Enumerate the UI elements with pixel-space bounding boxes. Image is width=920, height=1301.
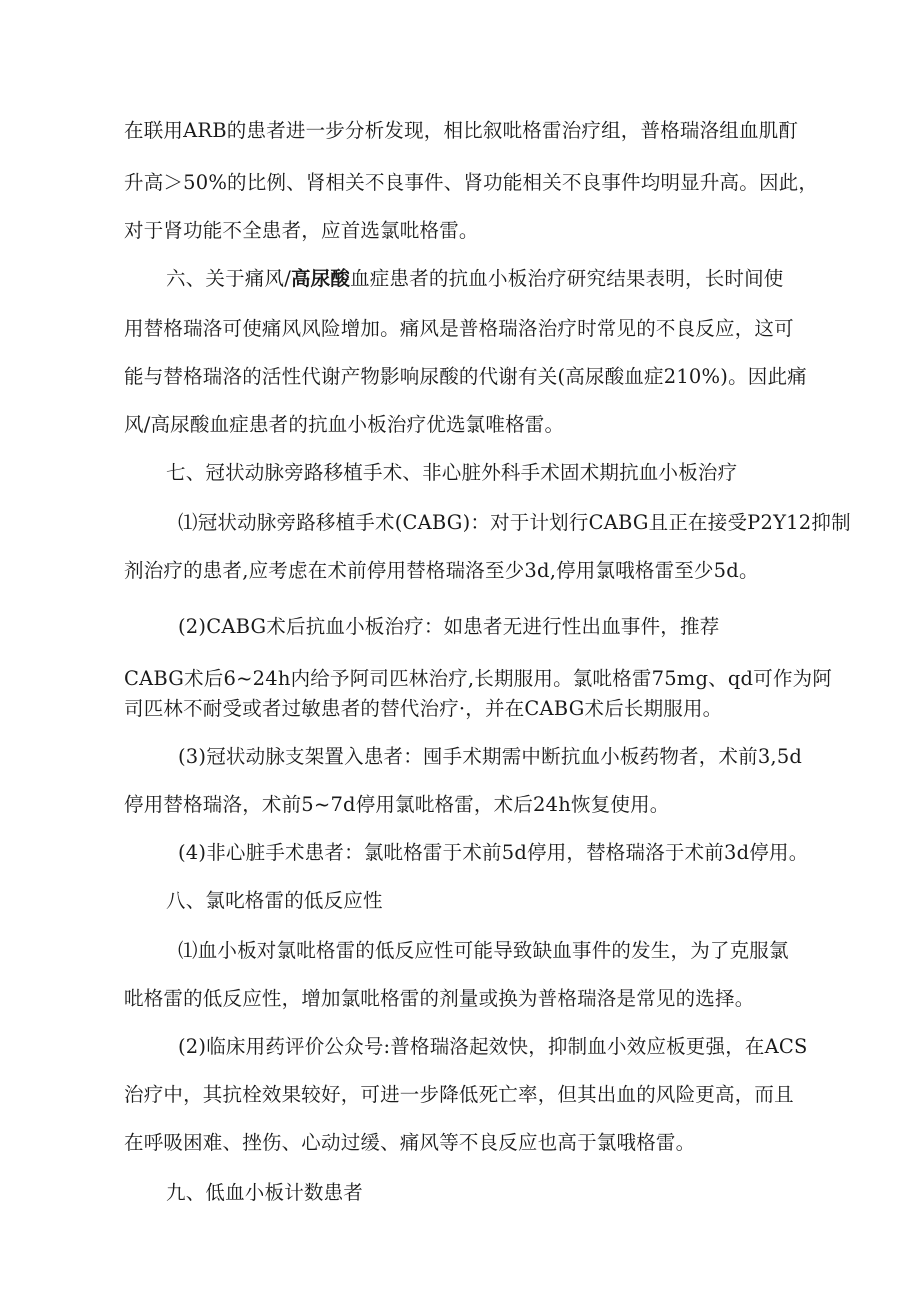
text-line-13: 司匹林不耐受或者过敏患者的替代治疗·，并在CABG术后长期服用。 <box>124 697 723 720</box>
text-line-3: 对于肾功能不全患者，应首选氯吡格雷。 <box>124 219 479 242</box>
text-line-12: CABG术后6~24h内给予阿司匹林治疗,长期服用。氯吡格雷75mg、qd可作为阿 <box>124 667 833 690</box>
text-line-15: 停用替格瑞洛，术前5~7d停用氯吡格雷，术后24h恢复使用。 <box>124 793 670 816</box>
section-heading-8: 八、氯叱格雷的低反应性 <box>166 889 383 912</box>
text-line-10: 剂治疗的患者,应考虑在术前停用替格瑞洛至少3d,停用氯哦格雷至少5d。 <box>124 559 759 582</box>
section-heading-9: 九、低血小板计数患者 <box>166 1181 364 1204</box>
text-line-11: (2)CABG术后抗血小板治疗：如患者无进行性出血事件，推荐 <box>178 615 720 638</box>
text-line-21: 治疗中，其抗栓效果较好，可进一步降低死亡率，但其出血的风险更高，而且 <box>124 1083 794 1106</box>
text-line-6: 能与替格瑞洛的活性代谢产物影响尿酸的代谢有关(高尿酸血症210%)。因此痛 <box>124 365 807 388</box>
text-line-1: 在联用ARB的患者进一步分析发现，相比叙吡格雷治疗组，普格瑞洛组血肌酊 <box>124 119 799 142</box>
heading-6-prefix: 六、关于痛风/ <box>166 267 291 290</box>
text-line-18: ⑴血小板对氯吡格雷的低反应性可能导致缺血事件的发生，为了克服氯 <box>178 939 789 962</box>
text-line-16: (4)非心脏手术患者：氯吡格雷于术前5d停用，替格瑞洛于术前3d停用。 <box>178 841 809 864</box>
text-line-19: 吡格雷的低反应性，增加氯吡格雷的剂量或换为普格瑞洛是常见的选择。 <box>124 987 755 1010</box>
text-line-5: 用替格瑞洛可使痛风风险增加。痛风是普格瑞洛治疗时常见的不良反应，这可 <box>124 317 794 340</box>
text-line-20: (2)临床用药评价公众号:普格瑞洛起效快，抑制血小效应板更强，在ACS <box>178 1035 808 1058</box>
heading-6-bold-term: 高尿酸 <box>290 267 351 290</box>
section-heading-6 <box>166 266 784 292</box>
text-line-14: (3)冠状动脉支架置入患者：囤手术期需中断抗血小板药物者，术前3,5d <box>178 745 803 768</box>
text-line-7: 风/高尿酸血症患者的抗血小板治疗优选氯唯格雷。 <box>124 413 565 436</box>
section-heading-7: 七、冠状动脉旁路移植手术、非心脏外科手术固术期抗血小板治疗 <box>166 461 738 484</box>
text-line-2: 升高＞50%的比例、肾相关不良事件、肾功能相关不良事件均明显升高。因此， <box>124 171 819 194</box>
heading-6-rest: 血症患者的抗血小板治疗研究结果表明，长时间使 <box>350 267 784 290</box>
text-line-9: ⑴冠状动脉旁路移植手术(CABG)：对于计划行CABG且正在接受P2Y12抑制 <box>178 511 851 534</box>
text-line-22: 在呼吸困难、挫伤、心动过缓、痛风等不良反应也高于氯哦格雷。 <box>124 1131 696 1154</box>
